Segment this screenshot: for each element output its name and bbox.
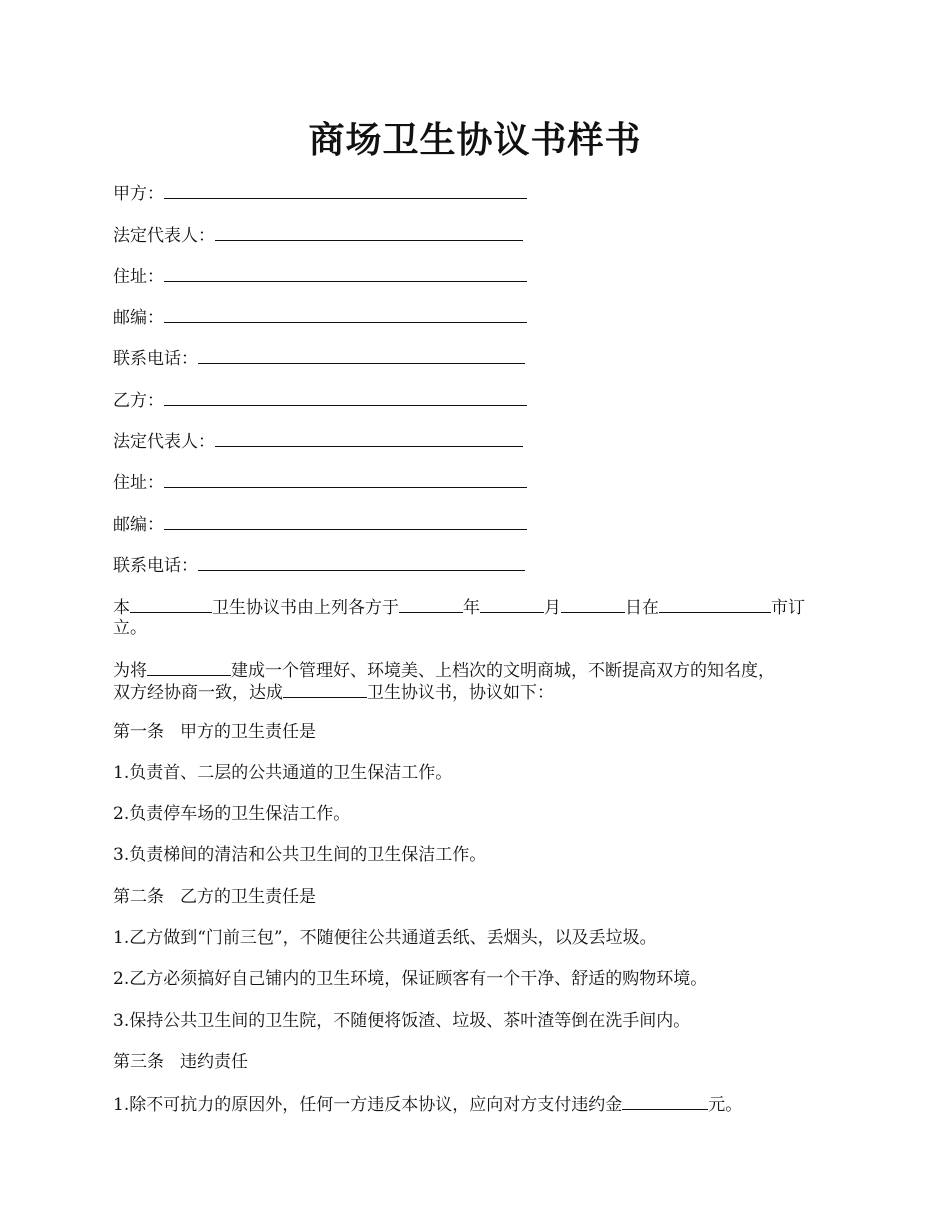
party-a-postcode-blank[interactable]	[164, 305, 527, 323]
article-2-heading	[113, 886, 316, 908]
article-3-title: 违约责任	[180, 1052, 248, 1072]
party-a-phone-blank[interactable]	[198, 346, 525, 364]
article-3-number: 第三条	[113, 1052, 164, 1072]
article-2-title: 乙方的卫生责任是	[180, 887, 316, 907]
party-b-rep-field	[113, 429, 523, 453]
intro1-text-1: 本	[113, 598, 130, 618]
article-2-number: 第二条	[113, 887, 164, 907]
intro-paragraph-1-cont	[113, 617, 147, 639]
party-a-name-field	[113, 181, 527, 205]
article-1-heading	[113, 721, 316, 743]
party-b-name-field	[113, 388, 527, 412]
party-b-name-label: 乙方：	[113, 391, 164, 411]
party-b-postcode-field	[113, 512, 527, 536]
intro1-blank-day[interactable]	[561, 595, 625, 613]
article-1-title: 甲方的卫生责任是	[180, 722, 316, 742]
party-a-postcode-field	[113, 305, 527, 329]
party-a-address-field	[113, 264, 527, 288]
intro-paragraph-2	[113, 658, 775, 682]
article-1-number: 第一条	[113, 722, 164, 742]
party-a-phone-field	[113, 346, 525, 370]
intro1-text-2: 卫生协议书由上列各方于	[212, 598, 399, 618]
party-b-phone-blank[interactable]	[198, 553, 525, 571]
party-b-name-blank[interactable]	[164, 388, 527, 406]
intro2-text-1: 为将	[113, 661, 147, 681]
intro-paragraph-1	[113, 595, 805, 619]
intro2-blank-mall[interactable]	[147, 658, 231, 676]
party-b-rep-blank[interactable]	[215, 429, 523, 447]
article-3-item-suffix: 元。	[708, 1095, 743, 1115]
intro2-blank-agreement[interactable]	[283, 680, 367, 698]
party-b-address-field	[113, 470, 527, 494]
party-b-postcode-label: 邮编：	[113, 515, 164, 535]
document-title: 商场卫生协议书样书	[308, 119, 642, 161]
party-b-address-label: 住址：	[113, 473, 164, 493]
article-1-item: 2.负责停车场的卫生保洁工作。	[113, 804, 351, 824]
intro2-text-4: 卫生协议书，协议如下：	[367, 683, 554, 703]
article-2-item: 2.乙方必须搞好自己铺内的卫生环境，保证顾客有一个干净、舒适的购物环境。	[113, 969, 708, 989]
intro2-text-2: 建成一个管理好、环境美、上档次的文明商城，不断提高双方的知名度，	[231, 661, 775, 681]
article-1-item: 1.负责首、二层的公共通道的卫生保洁工作。	[113, 763, 453, 783]
article-1-item: 3.负责梯间的清洁和公共卫生间的卫生保洁工作。	[113, 845, 487, 865]
party-a-name-blank[interactable]	[164, 181, 527, 199]
party-b-rep-label: 法定代表人：	[113, 432, 215, 452]
article-2-item: 3.保持公共卫生间的卫生院，不随便将饭渣、垃圾、茶叶渣等倒在洗手间内。	[113, 1011, 691, 1031]
intro2-text-3: 双方经协商一致，达成	[113, 683, 283, 703]
party-a-address-blank[interactable]	[164, 264, 527, 282]
party-a-postcode-label: 邮编：	[113, 308, 164, 328]
intro1-blank-city[interactable]	[659, 595, 771, 613]
penalty-amount-blank[interactable]	[622, 1092, 708, 1110]
party-b-address-blank[interactable]	[164, 470, 527, 488]
intro1-blank-name[interactable]	[130, 595, 212, 613]
intro1-text-4: 月	[544, 598, 561, 618]
article-3-heading	[113, 1051, 248, 1073]
party-a-rep-blank[interactable]	[215, 223, 523, 241]
party-a-name-label: 甲方：	[113, 184, 164, 204]
party-b-phone-label: 联系电话：	[113, 556, 198, 576]
intro1-text-5: 日在	[625, 598, 659, 618]
party-b-postcode-blank[interactable]	[164, 512, 527, 530]
intro1-text-6: 市订	[771, 598, 805, 618]
party-a-rep-field	[113, 223, 523, 247]
party-b-phone-field	[113, 553, 525, 577]
article-3-item	[113, 1092, 742, 1116]
intro1-blank-month[interactable]	[480, 595, 544, 613]
article-3-item-text: 1.除不可抗力的原因外，任何一方违反本协议，应向对方支付违约金	[113, 1095, 623, 1115]
intro1-text-3: 年	[463, 598, 480, 618]
intro-paragraph-2-cont	[113, 680, 554, 704]
intro1-text-7: 立。	[113, 618, 147, 638]
intro1-blank-year[interactable]	[399, 595, 463, 613]
party-a-address-label: 住址：	[113, 267, 164, 287]
article-2-item: 1.乙方做到“门前三包”，不随便往公共通道丢纸、丢烟头，以及丢垃圾。	[113, 928, 657, 948]
party-a-phone-label: 联系电话：	[113, 349, 198, 369]
party-a-rep-label: 法定代表人：	[113, 226, 215, 246]
